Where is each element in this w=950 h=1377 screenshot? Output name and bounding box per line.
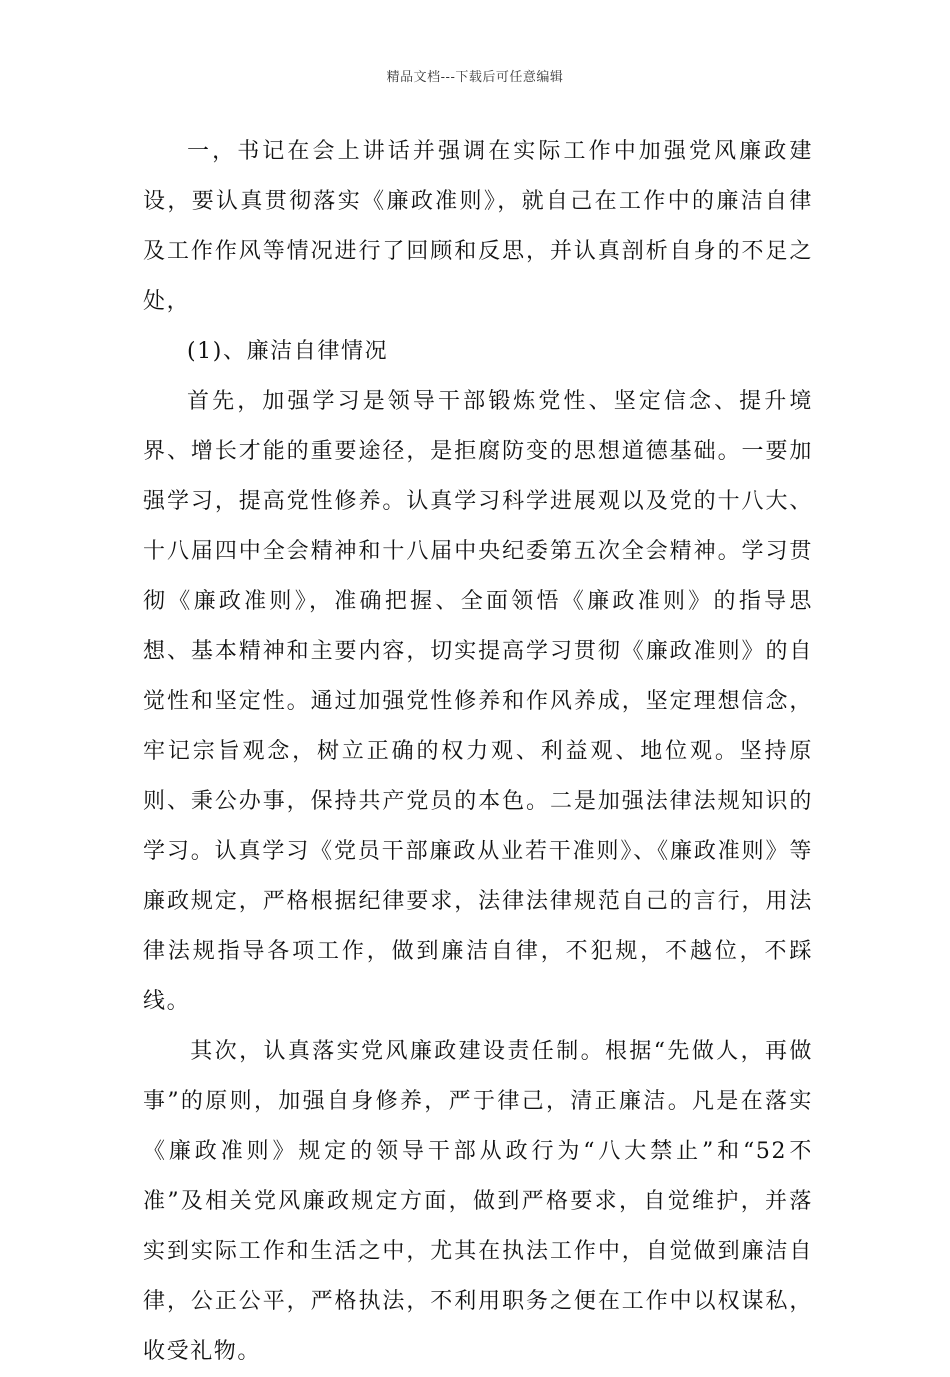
document-body xyxy=(143,127,813,1377)
paragraph-intro: 一，书记在会上讲话并强调在实际工作中加强党风廉政建设，要认真贯彻落实《廉政准则》，就自己在工作中的廉洁自律及工作作风等情况进行了回顾和反思，并认真剖析自身的不足之处， xyxy=(143,139,813,314)
paragraph-second-point: 其次，认真落实党风廉政建设责任制。根据“先做人，再做事”的原则，加强自身修养，严于律己，清正廉洁。凡是在落实《廉政准则》规定的领导干部从政行为“八大禁止”和“52不准”及相关党风廉政规定方面，做到严格要求，自觉维护，并落实到实际工作和生活之中，尤其在执法工作中，自觉做到廉洁自律，公正公平，严格执法，不利用职务之便在工作中以权谋私，收受礼物。 xyxy=(143,1039,813,1364)
paragraph-first-point: 首先，加强学习是领导干部锻炼党性、坚定信念、提升境界、增长才能的重要途径，是拒腐防变的思想道德基础。一要加强学习，提高党性修养。认真学习科学进展观以及党的十八大、十八届四中全会精神和十八届中央纪委第五次全会精神。学习贯彻《廉政准则》，准确把握、全面领悟《廉政准则》的指导思想、基本精神和主要内容，切实提高学习贯彻《廉政准则》的自觉性和坚定性。通过加强党性修养和作风养成，坚定理想信念，牢记宗旨观念，树立正确的权力观、利益观、地位观。坚持原则、秉公办事，保持共产党员的本色。二是加强法律法规知识的学习。认真学习《党员干部廉政从业若干准则》、《廉政准则》等廉政规定，严格根据纪律要求，法律法律规范自己的言行，用法律法规指导各项工作，做到廉洁自律，不犯规，不越位，不踩线。 xyxy=(143,389,813,1014)
page-header: 精品文档---下载后可任意编辑 xyxy=(386,70,564,85)
paragraph-section-heading: (1)、廉洁自律情况 xyxy=(187,339,389,364)
